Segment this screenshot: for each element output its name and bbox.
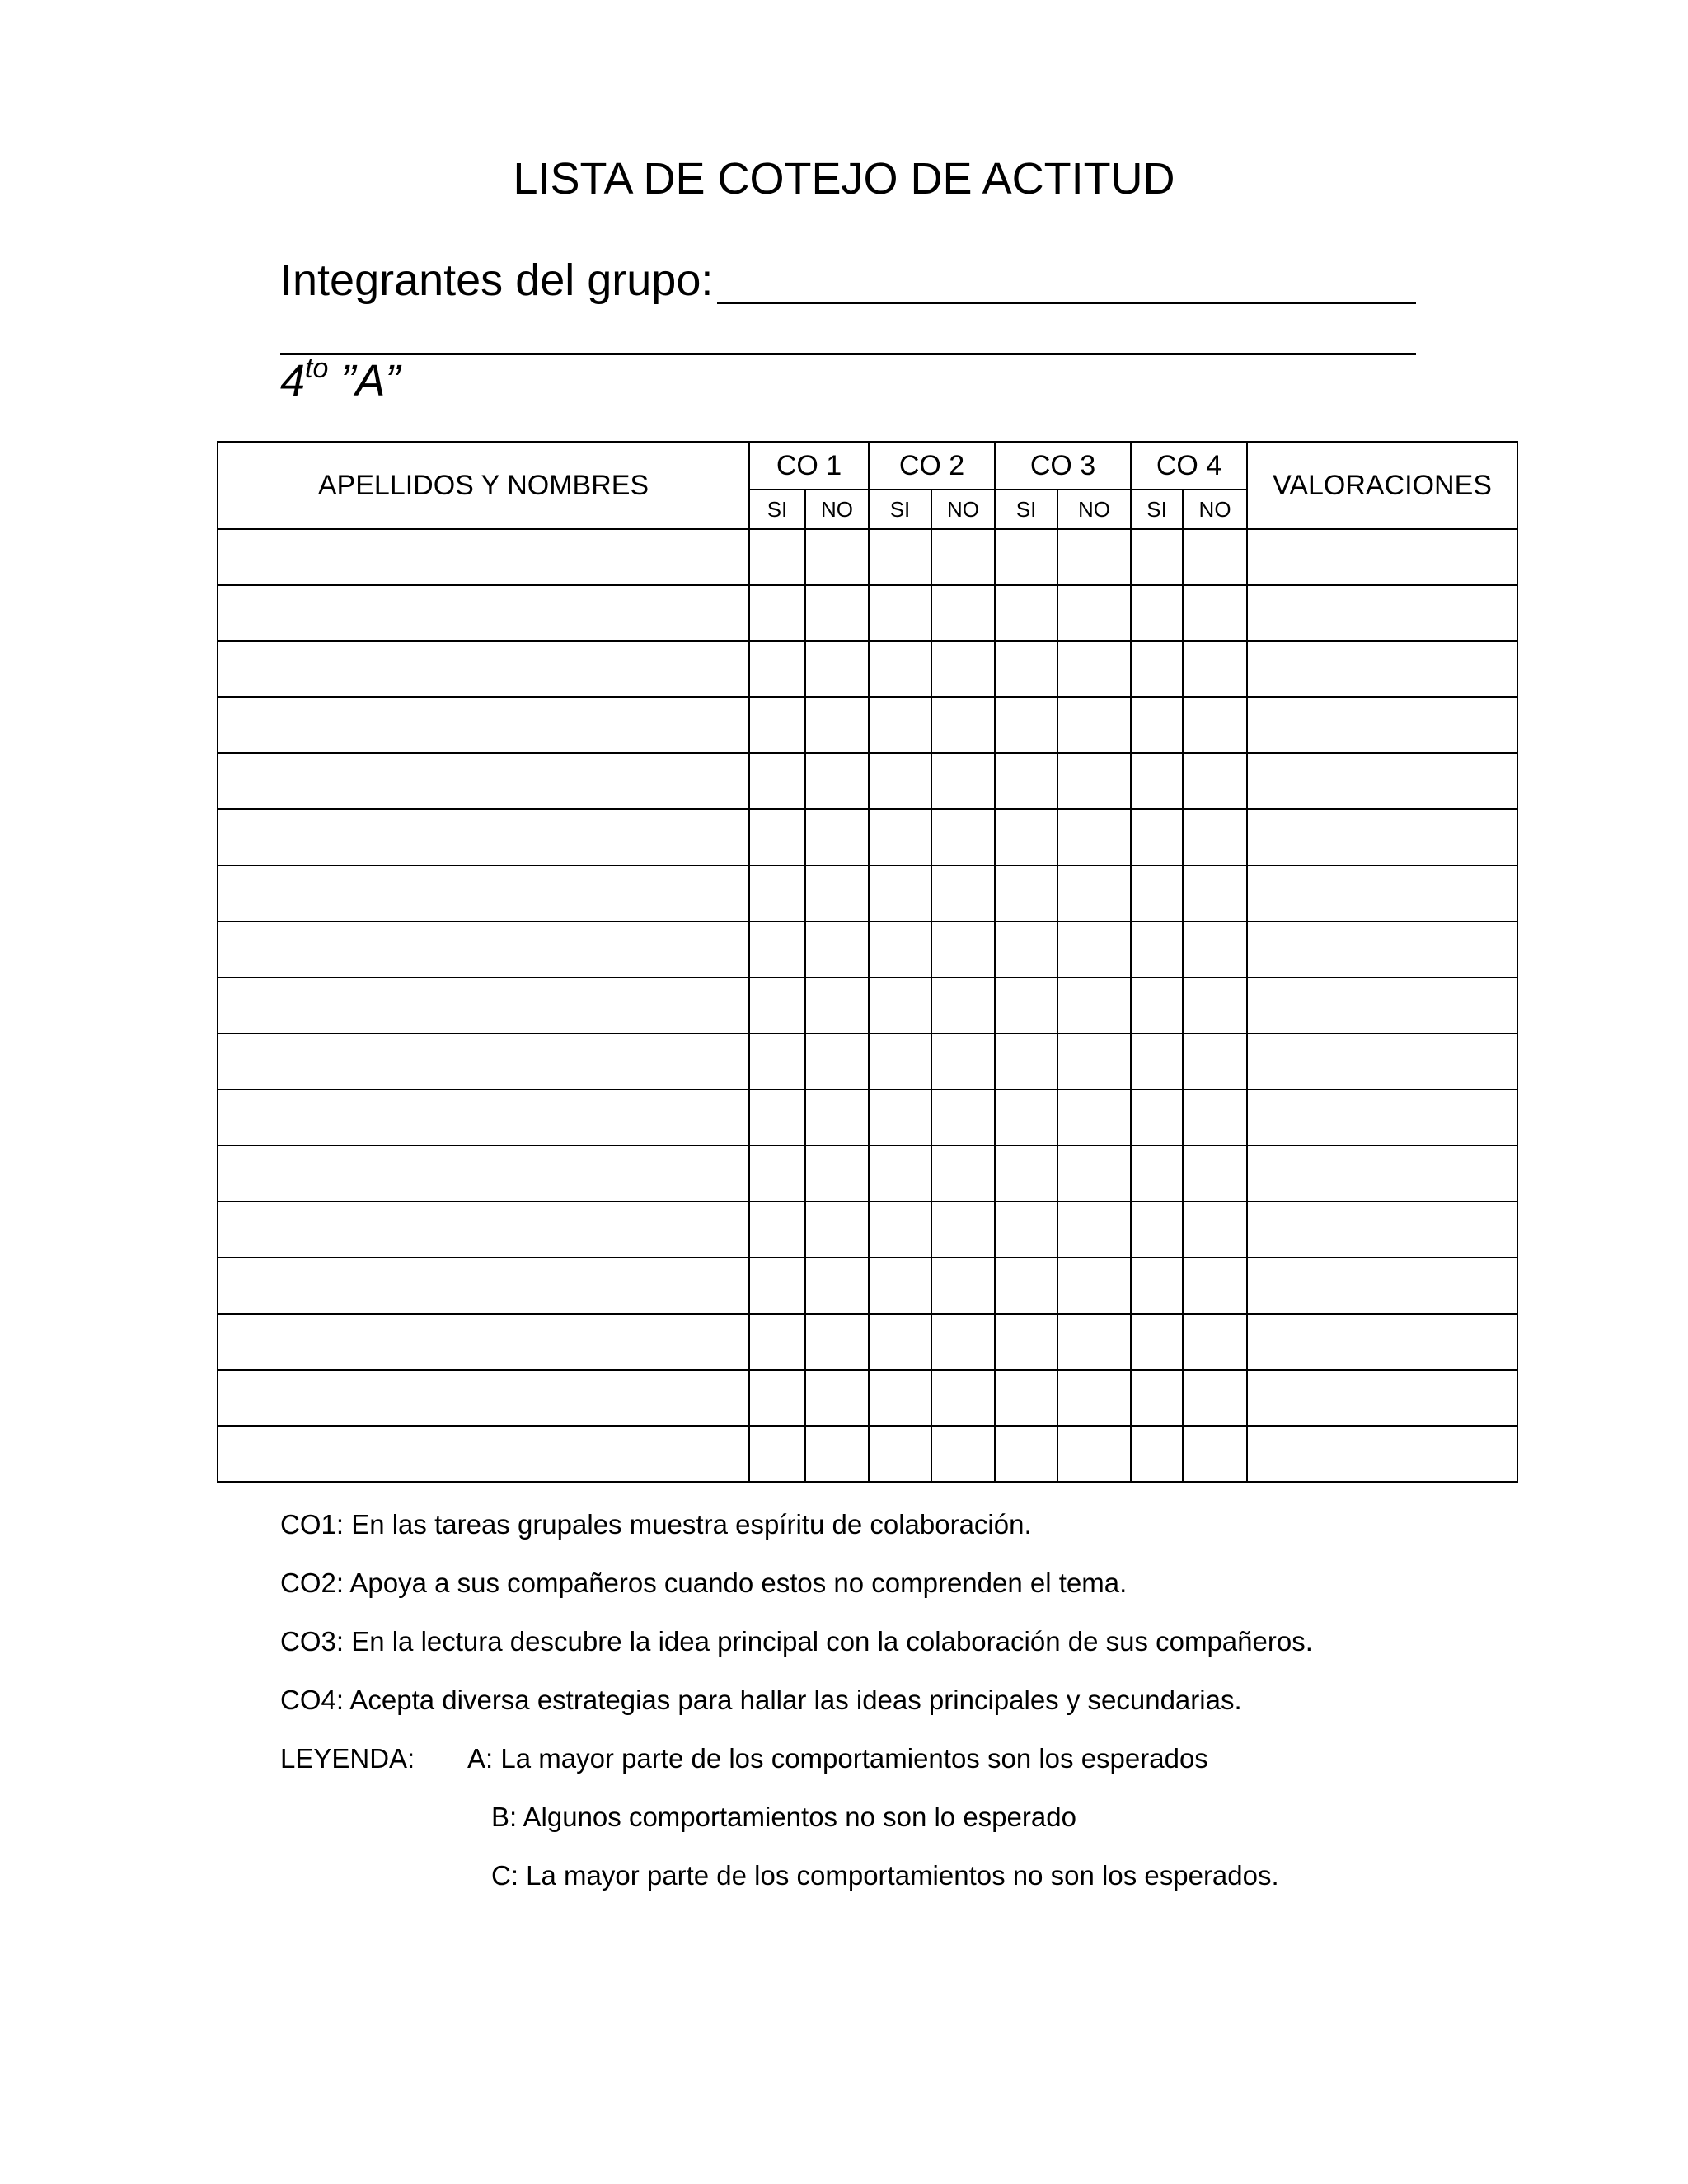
co1-no-cell[interactable] [805, 585, 869, 641]
co1-no-cell[interactable] [805, 977, 869, 1033]
co3-si-cell[interactable] [995, 1426, 1057, 1482]
valuation-cell[interactable] [1247, 809, 1517, 865]
co3-no-cell[interactable] [1057, 1202, 1131, 1258]
co2-no-cell[interactable] [931, 697, 995, 753]
co4-si-cell[interactable] [1131, 865, 1183, 921]
co3-si-cell[interactable] [995, 529, 1057, 585]
valuation-cell[interactable] [1247, 585, 1517, 641]
co1-si-cell[interactable] [749, 1090, 805, 1146]
co4-no-cell[interactable] [1183, 1258, 1247, 1314]
co1-si-cell[interactable] [749, 753, 805, 809]
co3-no-cell[interactable] [1057, 1033, 1131, 1090]
co4-si-cell[interactable] [1131, 1090, 1183, 1146]
members-blank-line-2[interactable] [280, 353, 1416, 355]
valuation-cell[interactable] [1247, 1146, 1517, 1202]
co4-no-cell[interactable] [1183, 1370, 1247, 1426]
table-row [218, 1258, 1517, 1314]
co4-si-cell[interactable] [1131, 1426, 1183, 1482]
grade-superscript: to [305, 353, 329, 384]
co1-no-cell[interactable] [805, 809, 869, 865]
co1-si-cell[interactable] [749, 1426, 805, 1482]
co2-no-cell[interactable] [931, 1426, 995, 1482]
valuation-cell[interactable] [1247, 1202, 1517, 1258]
co2-si-cell[interactable] [869, 1033, 931, 1090]
co1-si-cell[interactable] [749, 809, 805, 865]
table-row [218, 1314, 1517, 1370]
co3-si-cell[interactable] [995, 1370, 1057, 1426]
co1-si-cell[interactable] [749, 1033, 805, 1090]
co4-no-cell[interactable] [1183, 809, 1247, 865]
co1-no-cell[interactable] [805, 641, 869, 697]
co1-no-cell[interactable] [805, 921, 869, 977]
co3-no-header: NO [1057, 490, 1131, 529]
name-cell[interactable] [218, 1146, 749, 1202]
table-row [218, 529, 1517, 585]
valuation-cell[interactable] [1247, 753, 1517, 809]
co2-no-cell[interactable] [931, 529, 995, 585]
table-row [218, 641, 1517, 697]
co4-si-cell[interactable] [1131, 585, 1183, 641]
table-row [218, 1146, 1517, 1202]
table-body [218, 529, 1517, 1482]
co1-no-header: NO [805, 490, 869, 529]
co2-header: CO 2 [869, 442, 995, 490]
legend-label: LEYENDA: [280, 1743, 415, 1774]
co2-si-cell[interactable] [869, 809, 931, 865]
co2-si-cell[interactable] [869, 641, 931, 697]
co3-si-header: SI [995, 490, 1057, 529]
name-cell[interactable] [218, 1202, 749, 1258]
co4-no-cell[interactable] [1183, 529, 1247, 585]
co4-si-cell[interactable] [1131, 529, 1183, 585]
co2-si-cell[interactable] [869, 1370, 931, 1426]
name-cell[interactable] [218, 809, 749, 865]
criterion-description-co2: CO2: Apoya a sus compañeros cuando estos no comprenden el tema. [280, 1568, 1128, 1598]
co2-si-cell[interactable] [869, 697, 931, 753]
co1-no-cell[interactable] [805, 697, 869, 753]
co2-si-cell[interactable] [869, 529, 931, 585]
table-row [218, 865, 1517, 921]
co2-si-cell[interactable] [869, 1090, 931, 1146]
co4-si-cell[interactable] [1131, 753, 1183, 809]
co3-no-cell[interactable] [1057, 865, 1131, 921]
name-cell[interactable] [218, 1033, 749, 1090]
name-cell[interactable] [218, 641, 749, 697]
co1-no-cell[interactable] [805, 1258, 869, 1314]
valuation-cell[interactable] [1247, 921, 1517, 977]
co2-si-cell[interactable] [869, 1202, 931, 1258]
co2-no-cell[interactable] [931, 809, 995, 865]
co4-no-cell[interactable] [1183, 753, 1247, 809]
table-row [218, 921, 1517, 977]
co4-si-header: SI [1131, 490, 1183, 529]
co2-si-cell[interactable] [869, 753, 931, 809]
co2-si-cell[interactable] [869, 1314, 931, 1370]
co2-si-header: SI [869, 490, 931, 529]
co1-si-cell[interactable] [749, 865, 805, 921]
checklist-table [217, 441, 1518, 1483]
co3-header: CO 3 [995, 442, 1131, 490]
co4-si-cell[interactable] [1131, 1146, 1183, 1202]
co2-no-cell[interactable] [931, 865, 995, 921]
co1-si-cell[interactable] [749, 1146, 805, 1202]
co4-si-cell[interactable] [1131, 977, 1183, 1033]
valuation-cell[interactable] [1247, 1314, 1517, 1370]
co1-header: CO 1 [749, 442, 869, 490]
co4-si-cell[interactable] [1131, 1370, 1183, 1426]
co1-si-cell[interactable] [749, 1202, 805, 1258]
co1-si-cell[interactable] [749, 921, 805, 977]
co3-si-cell[interactable] [995, 1258, 1057, 1314]
co2-no-cell[interactable] [931, 1146, 995, 1202]
table-row [218, 697, 1517, 753]
co2-si-cell[interactable] [869, 1426, 931, 1482]
table-row [218, 1033, 1517, 1090]
table-row [218, 1370, 1517, 1426]
co2-si-cell[interactable] [869, 1258, 931, 1314]
co4-si-cell[interactable] [1131, 697, 1183, 753]
co2-si-cell[interactable] [869, 1146, 931, 1202]
co2-no-cell[interactable] [931, 921, 995, 977]
valuation-cell[interactable] [1247, 865, 1517, 921]
co4-no-cell[interactable] [1183, 865, 1247, 921]
co3-si-cell[interactable] [995, 1202, 1057, 1258]
table-row [218, 1426, 1517, 1482]
co3-no-cell[interactable] [1057, 753, 1131, 809]
co3-no-cell[interactable] [1057, 1426, 1131, 1482]
name-cell[interactable] [218, 1258, 749, 1314]
grade-letter: ”A” [340, 356, 401, 405]
co4-no-cell[interactable] [1183, 641, 1247, 697]
co2-si-cell[interactable] [869, 585, 931, 641]
co1-no-cell[interactable] [805, 1202, 869, 1258]
co4-no-cell[interactable] [1183, 977, 1247, 1033]
co2-no-header: NO [931, 490, 995, 529]
co2-no-cell[interactable] [931, 977, 995, 1033]
name-column-header: APELLIDOS Y NOMBRES [218, 442, 749, 529]
co3-no-cell[interactable] [1057, 1370, 1131, 1426]
criterion-description-co1: CO1: En las tareas grupales muestra espíritu de colaboración. [280, 1509, 1032, 1540]
table-row [218, 1090, 1517, 1146]
co3-no-cell[interactable] [1057, 641, 1131, 697]
co3-si-cell[interactable] [995, 865, 1057, 921]
co3-no-cell[interactable] [1057, 921, 1131, 977]
co4-no-cell[interactable] [1183, 585, 1247, 641]
co1-si-cell[interactable] [749, 697, 805, 753]
valuation-column-header: VALORACIONES [1247, 442, 1517, 529]
legend-item-b: B: Algunos comportamientos no son lo esperado [491, 1802, 1076, 1832]
valuation-cell[interactable] [1247, 1033, 1517, 1090]
co4-si-cell[interactable] [1131, 1258, 1183, 1314]
co4-no-cell[interactable] [1183, 1090, 1247, 1146]
co1-si-cell[interactable] [749, 1258, 805, 1314]
name-cell[interactable] [218, 1426, 749, 1482]
valuation-cell[interactable] [1247, 1258, 1517, 1314]
group-members-label: Integrantes del grupo: [280, 255, 714, 305]
name-cell[interactable] [218, 529, 749, 585]
co1-no-cell[interactable] [805, 1426, 869, 1482]
co2-no-cell[interactable] [931, 1314, 995, 1370]
co1-no-cell[interactable] [805, 753, 869, 809]
co4-no-cell[interactable] [1183, 697, 1247, 753]
co3-no-cell[interactable] [1057, 697, 1131, 753]
valuation-cell[interactable] [1247, 1090, 1517, 1146]
valuation-cell[interactable] [1247, 977, 1517, 1033]
co2-si-cell[interactable] [869, 977, 931, 1033]
table-row [218, 977, 1517, 1033]
name-cell[interactable] [218, 1314, 749, 1370]
co3-no-cell[interactable] [1057, 809, 1131, 865]
members-blank-line-1[interactable] [717, 302, 1416, 304]
co4-si-cell[interactable] [1131, 921, 1183, 977]
table-row [218, 809, 1517, 865]
co2-no-cell[interactable] [931, 1033, 995, 1090]
co1-no-cell[interactable] [805, 1314, 869, 1370]
co3-no-cell[interactable] [1057, 1314, 1131, 1370]
name-cell[interactable] [218, 1370, 749, 1426]
co4-no-cell[interactable] [1183, 1314, 1247, 1370]
co1-si-cell[interactable] [749, 641, 805, 697]
co4-si-cell[interactable] [1131, 1033, 1183, 1090]
grade-section [280, 354, 400, 407]
table-row [218, 585, 1517, 641]
co1-si-header: SI [749, 490, 805, 529]
valuation-cell[interactable] [1247, 641, 1517, 697]
co1-si-cell[interactable] [749, 1314, 805, 1370]
co4-no-cell[interactable] [1183, 1202, 1247, 1258]
name-cell[interactable] [218, 865, 749, 921]
co1-no-cell[interactable] [805, 865, 869, 921]
co1-no-cell[interactable] [805, 529, 869, 585]
legend-item-c: C: La mayor parte de los comportamientos no son los esperados. [491, 1860, 1279, 1891]
co1-no-cell[interactable] [805, 1370, 869, 1426]
co3-si-cell[interactable] [995, 641, 1057, 697]
co3-si-cell[interactable] [995, 809, 1057, 865]
co3-no-cell[interactable] [1057, 1258, 1131, 1314]
co4-header: CO 4 [1131, 442, 1247, 490]
valuation-cell[interactable] [1247, 1426, 1517, 1482]
co3-no-cell[interactable] [1057, 585, 1131, 641]
co3-si-cell[interactable] [995, 585, 1057, 641]
page-title: LISTA DE COTEJO DE ACTITUD [513, 154, 1175, 204]
co4-no-cell[interactable] [1183, 1146, 1247, 1202]
name-cell[interactable] [218, 697, 749, 753]
co2-no-cell[interactable] [931, 585, 995, 641]
co4-si-cell[interactable] [1131, 809, 1183, 865]
co4-si-cell[interactable] [1131, 641, 1183, 697]
criterion-description-co4: CO4: Acepta diversa estrategias para hallar las ideas principales y secundarias. [280, 1685, 1242, 1715]
legend-item-a: A: La mayor parte de los comportamientos son los esperados [467, 1743, 1208, 1774]
co2-si-cell[interactable] [869, 921, 931, 977]
co3-si-cell[interactable] [995, 753, 1057, 809]
co2-no-cell[interactable] [931, 641, 995, 697]
co4-si-cell[interactable] [1131, 1202, 1183, 1258]
co1-si-cell[interactable] [749, 1370, 805, 1426]
co1-no-cell[interactable] [805, 1090, 869, 1146]
valuation-cell[interactable] [1247, 1370, 1517, 1426]
co1-si-cell[interactable] [749, 529, 805, 585]
co4-no-cell[interactable] [1183, 921, 1247, 977]
co2-no-cell[interactable] [931, 1370, 995, 1426]
name-cell[interactable] [218, 977, 749, 1033]
co1-si-cell[interactable] [749, 977, 805, 1033]
co1-no-cell[interactable] [805, 1033, 869, 1090]
co1-si-cell[interactable] [749, 585, 805, 641]
co3-si-cell[interactable] [995, 921, 1057, 977]
co3-si-cell[interactable] [995, 1146, 1057, 1202]
table-row [218, 753, 1517, 809]
grade-number: 4 [280, 356, 306, 405]
co1-no-cell[interactable] [805, 1146, 869, 1202]
co3-si-cell[interactable] [995, 1314, 1057, 1370]
co2-no-cell[interactable] [931, 1090, 995, 1146]
co3-si-cell[interactable] [995, 1090, 1057, 1146]
co3-no-cell[interactable] [1057, 1090, 1131, 1146]
co2-si-cell[interactable] [869, 865, 931, 921]
valuation-cell[interactable] [1247, 697, 1517, 753]
co3-si-cell[interactable] [995, 1033, 1057, 1090]
valuation-cell[interactable] [1247, 529, 1517, 585]
co3-no-cell[interactable] [1057, 1146, 1131, 1202]
co3-no-cell[interactable] [1057, 977, 1131, 1033]
name-cell[interactable] [218, 585, 749, 641]
co4-no-cell[interactable] [1183, 1426, 1247, 1482]
co3-si-cell[interactable] [995, 697, 1057, 753]
criterion-description-co3: CO3: En la lectura descubre la idea principal con la colaboración de sus compañeros. [280, 1626, 1313, 1657]
co4-no-header: NO [1183, 490, 1247, 529]
name-cell[interactable] [218, 753, 749, 809]
co2-no-cell[interactable] [931, 1258, 995, 1314]
co3-si-cell[interactable] [995, 977, 1057, 1033]
co4-no-cell[interactable] [1183, 1033, 1247, 1090]
name-cell[interactable] [218, 1090, 749, 1146]
co2-no-cell[interactable] [931, 753, 995, 809]
co4-si-cell[interactable] [1131, 1314, 1183, 1370]
co2-no-cell[interactable] [931, 1202, 995, 1258]
table-row [218, 1202, 1517, 1258]
co3-no-cell[interactable] [1057, 529, 1131, 585]
name-cell[interactable] [218, 921, 749, 977]
